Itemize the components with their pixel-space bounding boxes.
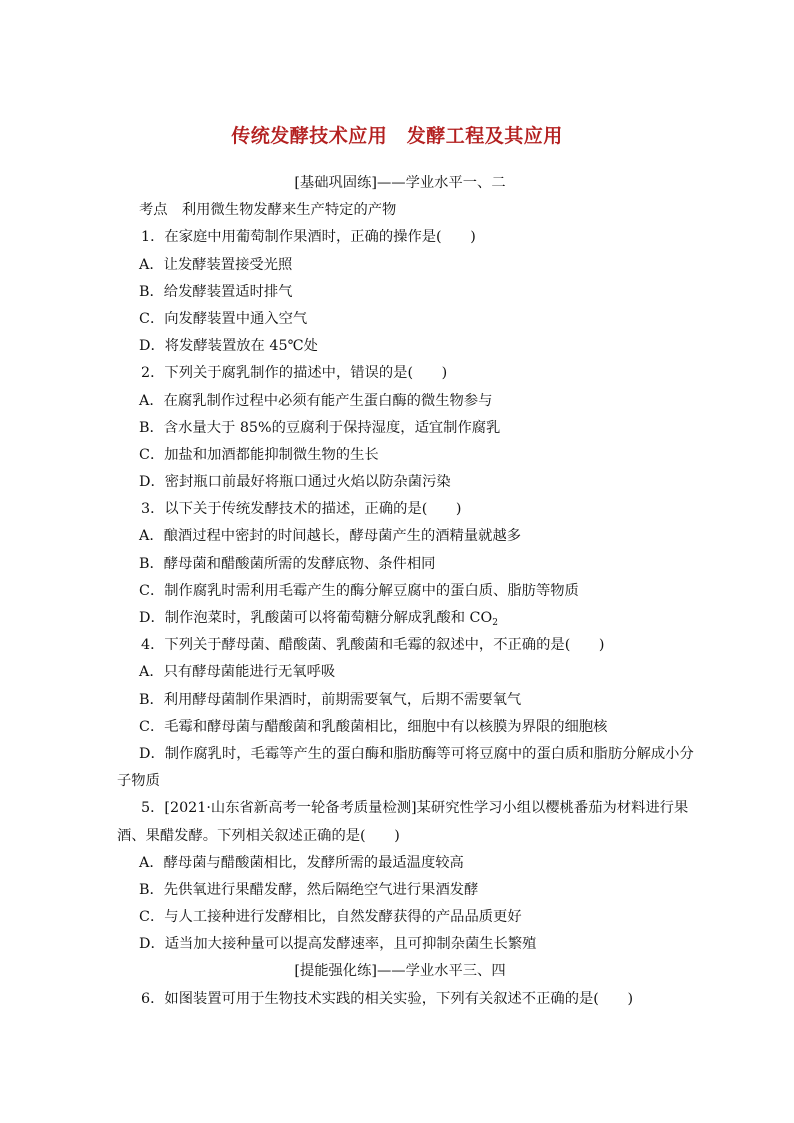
- question-4-option-d-line1: D．制作腐乳时，毛霉等产生的蛋白酶和脂肪酶等可将豆腐中的蛋白质和脂肪分解成小分: [139, 745, 694, 762]
- question-5-stem-line2: 酒、果醋发酵。下列相关叙述正确的是( ): [117, 827, 400, 844]
- question-1-option-c: C．向发酵装置中通入空气: [139, 310, 308, 327]
- question-3-option-c: C．制作腐乳时需利用毛霉产生的酶分解豆腐中的蛋白质、脂肪等物质: [139, 582, 579, 599]
- question-3-option-d-text: D．制作泡菜时，乳酸菌可以将葡萄糖分解成乳酸和 CO: [139, 610, 493, 626]
- topic-heading: 考点 利用微生物发酵来生产特定的产物: [139, 202, 397, 219]
- question-6-stem: 6．如图装置可用于生物技术实践的相关实验，下列有关叙述不正确的是( ): [141, 990, 634, 1007]
- question-4-option-a: A．只有酵母菌能进行无氧呼吸: [139, 664, 336, 681]
- question-5-option-d: D．适当加大接种量可以提高发酵速率，且可抑制杂菌生长繁殖: [139, 936, 537, 953]
- question-1-option-a: A．让发酵装置接受光照: [139, 256, 293, 273]
- section-heading-basic: [基础巩固练]——学业水平一、二: [294, 175, 506, 191]
- question-2-stem: 2．下列关于腐乳制作的描述中，错误的是( ): [141, 365, 448, 382]
- question-5-option-c: C．与人工接种进行发酵相比，自然发酵获得的产品品质更好: [139, 909, 522, 926]
- document-body: [117, 170, 694, 1013]
- question-3-option-b: B．酵母菌和醋酸菌所需的发酵底物、条件相同: [139, 555, 436, 572]
- question-5-stem-line1: 5．[2021·山东省新高考一轮备考质量检测]某研究性学习小组以樱桃番茄为材料进行果: [141, 800, 689, 817]
- question-4-option-c: C．毛霉和酵母菌与醋酸菌和乳酸菌相比，细胞中有以核膜为界限的细胞核: [139, 718, 608, 735]
- question-1-option-b: B．给发酵装置适时排气: [139, 283, 293, 300]
- question-3-stem: 3．以下关于传统发酵技术的描述，正确的是( ): [141, 501, 462, 518]
- question-4-option-d-line2: 子物质: [117, 773, 160, 790]
- question-2-option-a: A．在腐乳制作过程中必须有能产生蛋白酶的微生物参与: [139, 392, 493, 409]
- question-1-stem: 1．在家庭中用葡萄制作果酒时，正确的操作是( ): [141, 229, 476, 246]
- section-heading-advanced: [提能强化练]——学业水平三、四: [294, 963, 506, 980]
- question-2-option-d: D．密封瓶口前最好将瓶口通过火焰以防杂菌污染: [139, 474, 451, 491]
- document-title: 传统发酵技术应用 发酵工程及其应用: [231, 125, 563, 147]
- question-4-option-b: B．利用酵母菌制作果酒时，前期需要氧气，后期不需要氧气: [139, 691, 522, 708]
- question-4-stem: 4．下列关于酵母菌、醋酸菌、乳酸菌和毛霉的叙述中，不正确的是( ): [141, 637, 605, 654]
- question-2-option-b: B．含水量大于 85%的豆腐利于保持湿度，适宜制作腐乳: [139, 419, 501, 436]
- question-5-option-b: B．先供氧进行果醋发酵，然后隔绝空气进行果酒发酵: [139, 881, 479, 898]
- question-2-option-c: C．加盐和加酒都能抑制微生物的生长: [139, 446, 379, 463]
- question-1-option-d: D．将发酵装置放在 45℃处: [139, 338, 318, 355]
- question-3-option-a: A．酿酒过程中密封的时间越长，酵母菌产生的酒精量就越多: [139, 528, 522, 545]
- question-5-option-a: A．酵母菌与醋酸菌相比，发酵所需的最适温度较高: [139, 854, 464, 871]
- subscript-2: 2: [492, 618, 498, 628]
- question-3-option-d: [117, 605, 683, 632]
